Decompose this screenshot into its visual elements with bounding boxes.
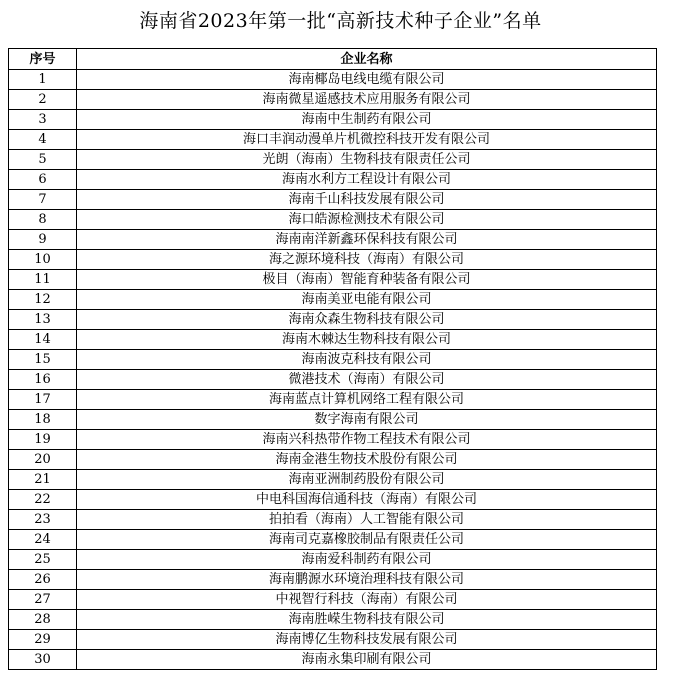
company-name: 海之源环境科技（海南）有限公司 <box>77 250 657 270</box>
row-index: 17 <box>9 390 77 410</box>
table-row <box>9 410 657 430</box>
company-list-table <box>8 48 657 670</box>
header-index: 序号 <box>9 49 77 70</box>
company-name: 海南美亚电能有限公司 <box>77 290 657 310</box>
company-name: 中视智行科技（海南）有限公司 <box>77 590 657 610</box>
row-index: 26 <box>9 570 77 590</box>
company-name: 海南微星遥感技术应用服务有限公司 <box>77 90 657 110</box>
row-index: 27 <box>9 590 77 610</box>
company-name: 数字海南有限公司 <box>77 410 657 430</box>
row-index: 11 <box>9 270 77 290</box>
row-index: 28 <box>9 610 77 630</box>
table-row <box>9 570 657 590</box>
table-row <box>9 610 657 630</box>
table-row <box>9 290 657 310</box>
table-row <box>9 330 657 350</box>
row-index: 7 <box>9 190 77 210</box>
table-row <box>9 450 657 470</box>
row-index: 2 <box>9 90 77 110</box>
header-company-name: 企业名称 <box>77 49 657 70</box>
row-index: 9 <box>9 230 77 250</box>
row-index: 3 <box>9 110 77 130</box>
table-row <box>9 130 657 150</box>
table-row <box>9 190 657 210</box>
row-index: 13 <box>9 310 77 330</box>
row-index: 16 <box>9 370 77 390</box>
company-name: 海南蓝点计算机网络工程有限公司 <box>77 390 657 410</box>
row-index: 29 <box>9 630 77 650</box>
company-name: 海南南洋新鑫环保科技有限公司 <box>77 230 657 250</box>
table-row <box>9 110 657 130</box>
table-row <box>9 210 657 230</box>
row-index: 21 <box>9 470 77 490</box>
row-index: 14 <box>9 330 77 350</box>
company-name: 海南兴科热带作物工程技术有限公司 <box>77 430 657 450</box>
row-index: 20 <box>9 450 77 470</box>
company-name: 海口丰润动漫单片机微控科技开发有限公司 <box>77 130 657 150</box>
table-row <box>9 650 657 670</box>
company-name: 海南博亿生物科技发展有限公司 <box>77 630 657 650</box>
row-index: 30 <box>9 650 77 670</box>
row-index: 18 <box>9 410 77 430</box>
row-index: 25 <box>9 550 77 570</box>
company-name: 海南金港生物技术股份有限公司 <box>77 450 657 470</box>
company-name: 海南椰岛电线电缆有限公司 <box>77 70 657 90</box>
company-name: 微港技术（海南）有限公司 <box>77 370 657 390</box>
table-row <box>9 630 657 650</box>
company-name: 海南爱科制药有限公司 <box>77 550 657 570</box>
table-row <box>9 390 657 410</box>
company-name: 海南鹏源水环境治理科技有限公司 <box>77 570 657 590</box>
table-row <box>9 530 657 550</box>
company-name: 极目（海南）智能育种装备有限公司 <box>77 270 657 290</box>
company-name: 中电科国海信通科技（海南）有限公司 <box>77 490 657 510</box>
company-name: 海南众森生物科技有限公司 <box>77 310 657 330</box>
row-index: 6 <box>9 170 77 190</box>
table-row <box>9 230 657 250</box>
table-row <box>9 70 657 90</box>
company-name: 海南中生制药有限公司 <box>77 110 657 130</box>
company-name: 海南亚洲制药股份有限公司 <box>77 470 657 490</box>
row-index: 23 <box>9 510 77 530</box>
table-row <box>9 550 657 570</box>
row-index: 19 <box>9 430 77 450</box>
table-header-row <box>9 49 657 70</box>
row-index: 5 <box>9 150 77 170</box>
company-name: 海南波克科技有限公司 <box>77 350 657 370</box>
table-body <box>9 70 657 670</box>
table-row <box>9 370 657 390</box>
table-row <box>9 150 657 170</box>
table-row <box>9 490 657 510</box>
table-row <box>9 510 657 530</box>
row-index: 15 <box>9 350 77 370</box>
row-index: 12 <box>9 290 77 310</box>
table-row <box>9 250 657 270</box>
table-row <box>9 350 657 370</box>
company-name: 海口皓源检测技术有限公司 <box>77 210 657 230</box>
row-index: 8 <box>9 210 77 230</box>
company-name: 拍拍看（海南）人工智能有限公司 <box>77 510 657 530</box>
table-row <box>9 270 657 290</box>
table-row <box>9 310 657 330</box>
company-name: 光朗（海南）生物科技有限责任公司 <box>77 150 657 170</box>
company-name: 海南永集印刷有限公司 <box>77 650 657 670</box>
company-name: 海南胜嵘生物科技有限公司 <box>77 610 657 630</box>
row-index: 24 <box>9 530 77 550</box>
row-index: 22 <box>9 490 77 510</box>
row-index: 1 <box>9 70 77 90</box>
row-index: 10 <box>9 250 77 270</box>
company-name: 海南千山科技发展有限公司 <box>77 190 657 210</box>
table-row <box>9 470 657 490</box>
table-row <box>9 90 657 110</box>
company-name: 海南司克嘉橡胶制品有限责任公司 <box>77 530 657 550</box>
table-row <box>9 170 657 190</box>
company-name: 海南水利方工程设计有限公司 <box>77 170 657 190</box>
company-name: 海南木棘达生物科技有限公司 <box>77 330 657 350</box>
table-row <box>9 430 657 450</box>
page-title: 海南省2023年第一批“高新技术种子企业”名单 <box>139 10 542 32</box>
table-row <box>9 590 657 610</box>
row-index: 4 <box>9 130 77 150</box>
